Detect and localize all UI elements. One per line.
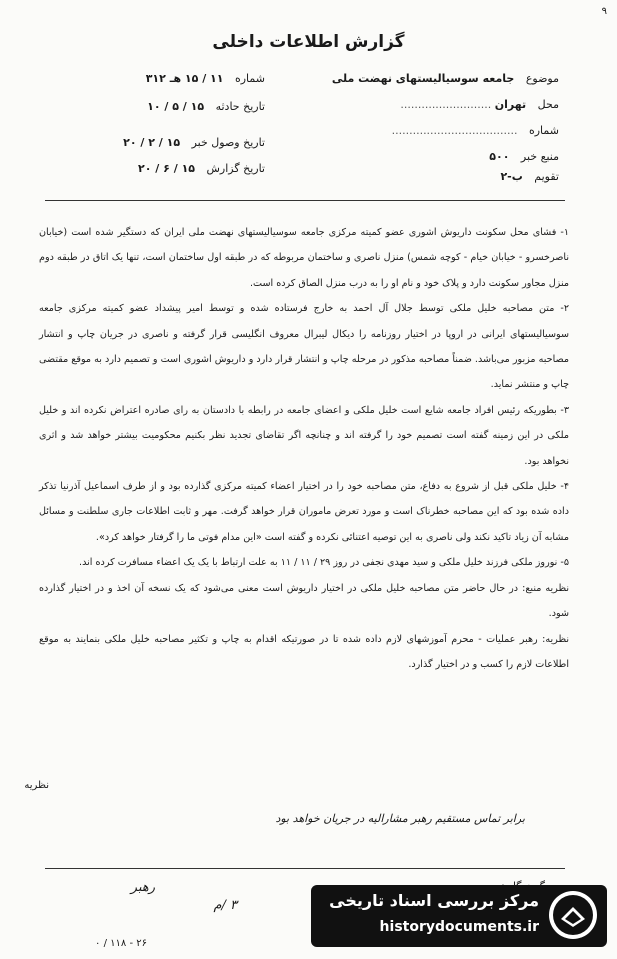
signature-2: ۳ /م bbox=[213, 898, 237, 913]
paragraph-1: ۱- فشای محل سکونت داریوش اشوری عضو کمیته مرکزی جامعه سوسیالیستهای نهضت ملی ایران که دستگیر شده است (خیابان ناصرخسرو - خیابان خیام - کوچه شمس) منزل ناصری و ساختمان مربوطه که در طبقه اول ساختمان است، تنها یک اتاق در طبقه دوم منزل مجاور سکونت دارد و پلاک خود و نام او را به درب منزل الصاق کرده است. bbox=[39, 227, 569, 289]
field-incident-date-label: تاریخ حادثه bbox=[215, 100, 265, 113]
header-divider bbox=[45, 200, 565, 201]
field-receipt-date-value: ۱۵ / ۲ / ۲۰ bbox=[123, 136, 181, 149]
handwritten-note: برابر تماس مستقیم رهبر مشارالیه در جریان خواهد بود bbox=[275, 812, 525, 825]
field-report-date-value: ۱۵ / ۶ / ۲۰ bbox=[138, 162, 195, 175]
field-subject-value: جامعه سوسیالیستهای نهضت ملی bbox=[331, 72, 515, 85]
watermark-title: مرکز بررسی اسناد تاریخی bbox=[329, 891, 539, 910]
paragraph-5: ۵- نوروز ملکی فرزند خلیل ملکی و سید مهدی نجفی در روز ۲۹ / ۱۱ / ۱۱ به علت ارتباط با یک یک اعضاء مسافرت کرده اند. bbox=[79, 557, 569, 569]
field-location-label: محل bbox=[537, 98, 559, 111]
paragraph-4: ۴- خلیل ملکی قبل از شروع به دفاع، متن مصاحبه خود را در اختیار اعضاء کمیته مرکزی گذارده بود و از طرف اسماعیل آذرنیا تذکر داده شده بود که این مصاحبه خطرناک است و مورد تعرض ماموران قرار خواهد گرفت. مهر و ثابت اطلاعات جاری سلطنت و مسائل مشابه آن زیاد تاکید نکند ولی ناصری به این توصیه اعتنائی نکرده و گفته است «این مدام فوتی ما را گرفتار خواهد کرد». bbox=[39, 481, 569, 543]
field-rating-label: تقویم bbox=[534, 170, 559, 183]
watermark-url: historydocuments.ir bbox=[379, 919, 539, 935]
page-corner-mark: ۹ bbox=[601, 6, 607, 17]
archive-watermark bbox=[311, 885, 607, 947]
field-number-left bbox=[146, 72, 265, 85]
field-number-right: شماره .................................... bbox=[391, 124, 559, 137]
field-report-date bbox=[138, 162, 265, 175]
field-location-value: تهران bbox=[494, 98, 527, 111]
signature-1: رهبر bbox=[130, 880, 155, 895]
report-body bbox=[39, 220, 569, 677]
paragraph-opinion: نظریه: رهبر عملیات - محرم آموزشهای لازم داده شده تا در صورتیکه اقدام به چاپ و تکثیر مصاحبه خلیل ملکی بنمایند به موقع اطلاعات لازم را کسب و در اختیار گذارد. bbox=[39, 633, 569, 670]
footer-divider bbox=[45, 868, 565, 869]
field-rating bbox=[500, 170, 559, 183]
book-seal-icon bbox=[547, 889, 599, 941]
field-number-right-label: شماره bbox=[528, 124, 559, 137]
field-incident-date-value: ۱۵ / ۵ / ۱۰ bbox=[147, 100, 205, 113]
field-incident-date bbox=[147, 100, 265, 113]
margin-note-label: نظریه bbox=[24, 780, 49, 791]
field-source-label: منبع خبر bbox=[520, 150, 559, 163]
field-receipt-date-label: تاریخ وصول خبر bbox=[191, 136, 265, 149]
field-location: محل تهران .......................... bbox=[400, 98, 559, 111]
field-source bbox=[489, 150, 559, 163]
file-code: ۲۶ - ۱۱۸ / ۰ bbox=[95, 938, 147, 949]
field-receipt-date bbox=[123, 136, 265, 149]
field-subject-label: موضوع bbox=[525, 72, 559, 85]
field-rating-value: ب-۲ bbox=[500, 170, 523, 183]
field-number-left-value: ۱۱ / ۱۵ هـ ۳۱۲ bbox=[145, 72, 224, 85]
document-title: گزارش اطلاعات داخلی bbox=[212, 32, 405, 52]
field-source-value: ۵۰۰ bbox=[489, 150, 510, 163]
paragraph-source-opinion: نظریه منبع: در حال حاضر متن مصاحبه خلیل ملکی در اختیار داریوش است معنی می‌شود که یک نسخه آن اخذ و در اختیار گذارده شود. bbox=[39, 582, 569, 620]
paragraph-2: ۲- متن مصاحبه خلیل ملکی توسط جلال آل احمد به خارج فرستاده شده و توسط امیر پیشداد عضو کمیته مرکزی جامعه سوسیالیستهای ایرانی در اروپا در اختیار روزنامه را دیکال لیبرال معروف انگلیسی قرار گرفته و ناصری در جریان چاپ و انتشار مصاحبه مزبور می‌باشد. ضمناً مصاحبه مذکور در مرحله چاپ و انتشار قرار دارد و داریوش اشوری است و تصمیم دارد به موقع مقتضی چاپ و منتشر نماید. bbox=[39, 303, 569, 391]
field-report-date-label: تاریخ گزارش bbox=[206, 162, 265, 175]
field-number-left-label: شماره bbox=[234, 72, 265, 85]
field-subject bbox=[332, 72, 559, 85]
paragraph-3: ۳- بطوریکه رئیس افراد جامعه شایع است خلیل ملکی و اعضای جامعه در رابطه با دادستان به رای صادره اعتراض نکرده اند و خلیل ملکی در این زمینه گفته است تصمیم خود را گرفته اند و چنانچه اگر تقاضای تجدید نظر بکنیم محکومیت بیشتر خواهد شد و اثری نخواهد بود. bbox=[39, 404, 569, 467]
